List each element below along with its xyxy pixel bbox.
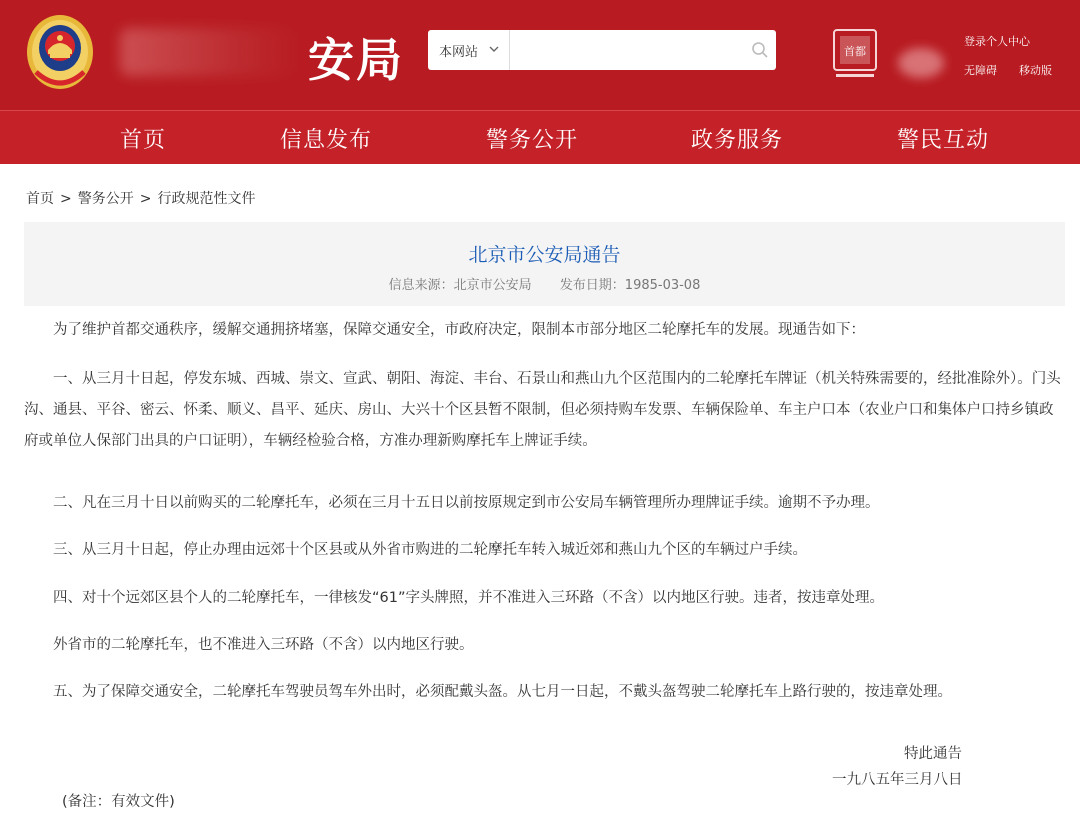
document-note: (备注：有效文件)	[62, 794, 175, 810]
accessibility-link[interactable]: 无障碍	[964, 64, 997, 77]
chevron-down-icon	[487, 42, 501, 56]
nav-item-government-services[interactable]: 政务服务	[690, 127, 783, 153]
search-scope-select[interactable]	[428, 30, 510, 70]
article-date: 发布日期：1985-03-08	[559, 278, 701, 293]
article-paragraph: 三、从三月十日起，停止办理由远郊十个区县或从外省市购进的二轮摩托车转入城近郊和燕山九个区的车辆过户手续。	[53, 542, 807, 558]
article-paragraph: 一、从三月十日起，停发东城、西城、崇文、宣武、朝阳、海淀、丰台、石景山和燕山九个区范围内的二轮摩托车牌证（机关特殊需要的，经批准除外）。门头沟、通县、平谷、密云、怀柔、顺义、昌平、延庆、房山、大兴十个区县暂不限制，但必须持购车发票、车辆保险单、车主户口本（农业户口和集体户口持乡镇政府或单位人保部门出具的户口证明），车辆经检验合格，方准办理新购摩托车上牌证手续。	[24, 371, 1061, 449]
article-meta	[24, 274, 1065, 293]
search-scope-label: 本网站	[439, 44, 479, 60]
nav-item-home[interactable]: 首页	[119, 127, 166, 153]
closing-notice: 特此通告	[904, 746, 962, 762]
obscured-badge	[898, 48, 944, 78]
article-paragraph: 为了维护首都交通秩序，缓解交通拥挤堵塞，保障交通安全，市政府决定，限制本市部分地区二轮摩托车的发展。现通告如下：	[53, 322, 865, 338]
article-paragraph: 外省市的二轮摩托车，也不准进入三环路（不含）以内地区行驶。	[53, 637, 474, 653]
article-paragraph: 五、为了保障交通安全，二轮摩托车驾驶员驾车外出时，必须配戴头盔。从七月一日起，不戴头盔驾驶二轮摩托车上路行驶的，按违章处理。	[53, 684, 952, 700]
breadcrumb-separator: >	[60, 191, 72, 207]
article-paragraph: 二、凡在三月十日以前购买的二轮摩托车，必须在三月十五日以前按原规定到市公安局车辆管理所办理牌证手续。逾期不予办理。	[53, 495, 880, 511]
breadcrumb	[26, 188, 255, 208]
login-link[interactable]: 登录个人中心	[964, 35, 1030, 48]
search-box	[428, 30, 776, 70]
search-input[interactable]	[512, 34, 748, 66]
breadcrumb-police-affairs[interactable]: 警务公开	[77, 191, 134, 207]
beijing-logo-icon[interactable]	[826, 26, 884, 82]
police-emblem-icon[interactable]	[26, 14, 94, 90]
nav-item-police-affairs[interactable]: 警务公开	[485, 127, 578, 153]
obscured-title-region	[120, 28, 300, 76]
mobile-version-link[interactable]: 移动版	[1019, 64, 1052, 77]
site-title[interactable]	[120, 22, 420, 87]
breadcrumb-regulatory-documents[interactable]: 行政规范性文件	[157, 191, 256, 207]
search-icon[interactable]	[750, 40, 770, 60]
nav-item-police-public-interaction[interactable]: 警民互动	[896, 127, 989, 153]
site-header	[0, 0, 1080, 110]
site-name: 安局	[308, 33, 404, 87]
beijing-logo-text: 首都	[844, 45, 866, 58]
article-header	[24, 222, 1065, 306]
nav-item-info-release[interactable]: 信息发布	[279, 127, 372, 153]
article-paragraph: 四、对十个远郊区县个人的二轮摩托车，一律核发“61”字头牌照，并不准进入三环路（不含）以内地区行驶。违者，按违章处理。	[53, 590, 884, 606]
breadcrumb-separator: >	[139, 191, 152, 207]
breadcrumb-home[interactable]: 首页	[26, 191, 54, 207]
article-title: 北京市公安局通告	[468, 244, 621, 266]
sign-date: 一九八五年三月八日	[832, 772, 963, 788]
article-source: 信息来源：北京市公安局	[388, 278, 532, 293]
main-nav	[0, 110, 1080, 164]
